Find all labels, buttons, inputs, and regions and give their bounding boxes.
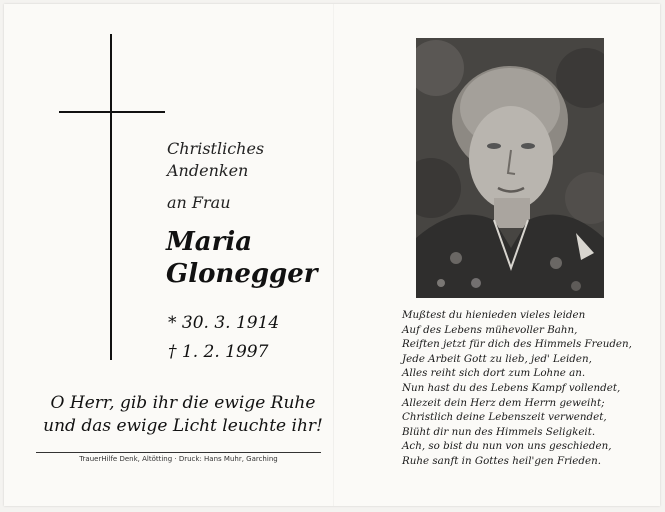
poem-line: Reiften jetzt für dich des Himmels Freuden, — [402, 338, 632, 351]
last-name: Glonegger — [166, 259, 318, 289]
portrait-photo — [416, 38, 604, 298]
prayer-line-1: O Herr, gib ihr die ewige Ruhe — [50, 393, 316, 413]
cross-icon-vertical — [110, 34, 112, 360]
prayer-line-2: und das ewige Licht leuchte ihr! — [43, 416, 323, 436]
poem-line: Ach, so bist du nun von uns geschieden, — [402, 440, 612, 453]
heading — [167, 138, 264, 182]
poem-line: Mußtest du hienieden vieles leiden — [402, 309, 586, 321]
heading-line-2: Andenken — [167, 161, 249, 180]
an-frau-text: an Frau — [167, 193, 231, 212]
poem-line: Alles reiht sich dort zum Lohne an. — [402, 367, 586, 380]
portrait-illustration — [416, 38, 604, 298]
poem-line: Jede Arbeit Gott zu lieb, jed' Leiden, — [402, 352, 592, 365]
birth-date: * 30. 3. 1914 — [168, 313, 280, 333]
poem-line: Auf des Lebens mühevoller Bahn, — [402, 323, 578, 336]
poem-line: Ruhe sanft in Gottes heil'gen Frieden. — [402, 454, 601, 467]
printer-credit: TrauerHilfe Denk, Altötting · Druck: Hans Muhr, Garching — [79, 455, 278, 463]
poem-line: Blüht dir nun des Himmels Seligkeit. — [402, 425, 596, 438]
prayer — [0, 392, 366, 438]
poem-line: Nun hast du des Lebens Kampf vollendet, — [402, 381, 621, 394]
poem-line: Allezeit dein Herz dem Herrn geweiht; — [402, 396, 605, 409]
poem-line: Christlich deine Lebenszeit verwendet, — [402, 411, 607, 424]
cross-icon-horizontal — [59, 111, 165, 113]
divider-line — [36, 452, 321, 453]
heading-line-1: Christliches — [167, 139, 265, 158]
death-date: † 1. 2. 1997 — [168, 342, 269, 362]
poem — [402, 308, 632, 469]
first-name: Maria — [166, 227, 253, 257]
deceased-name — [166, 226, 317, 290]
